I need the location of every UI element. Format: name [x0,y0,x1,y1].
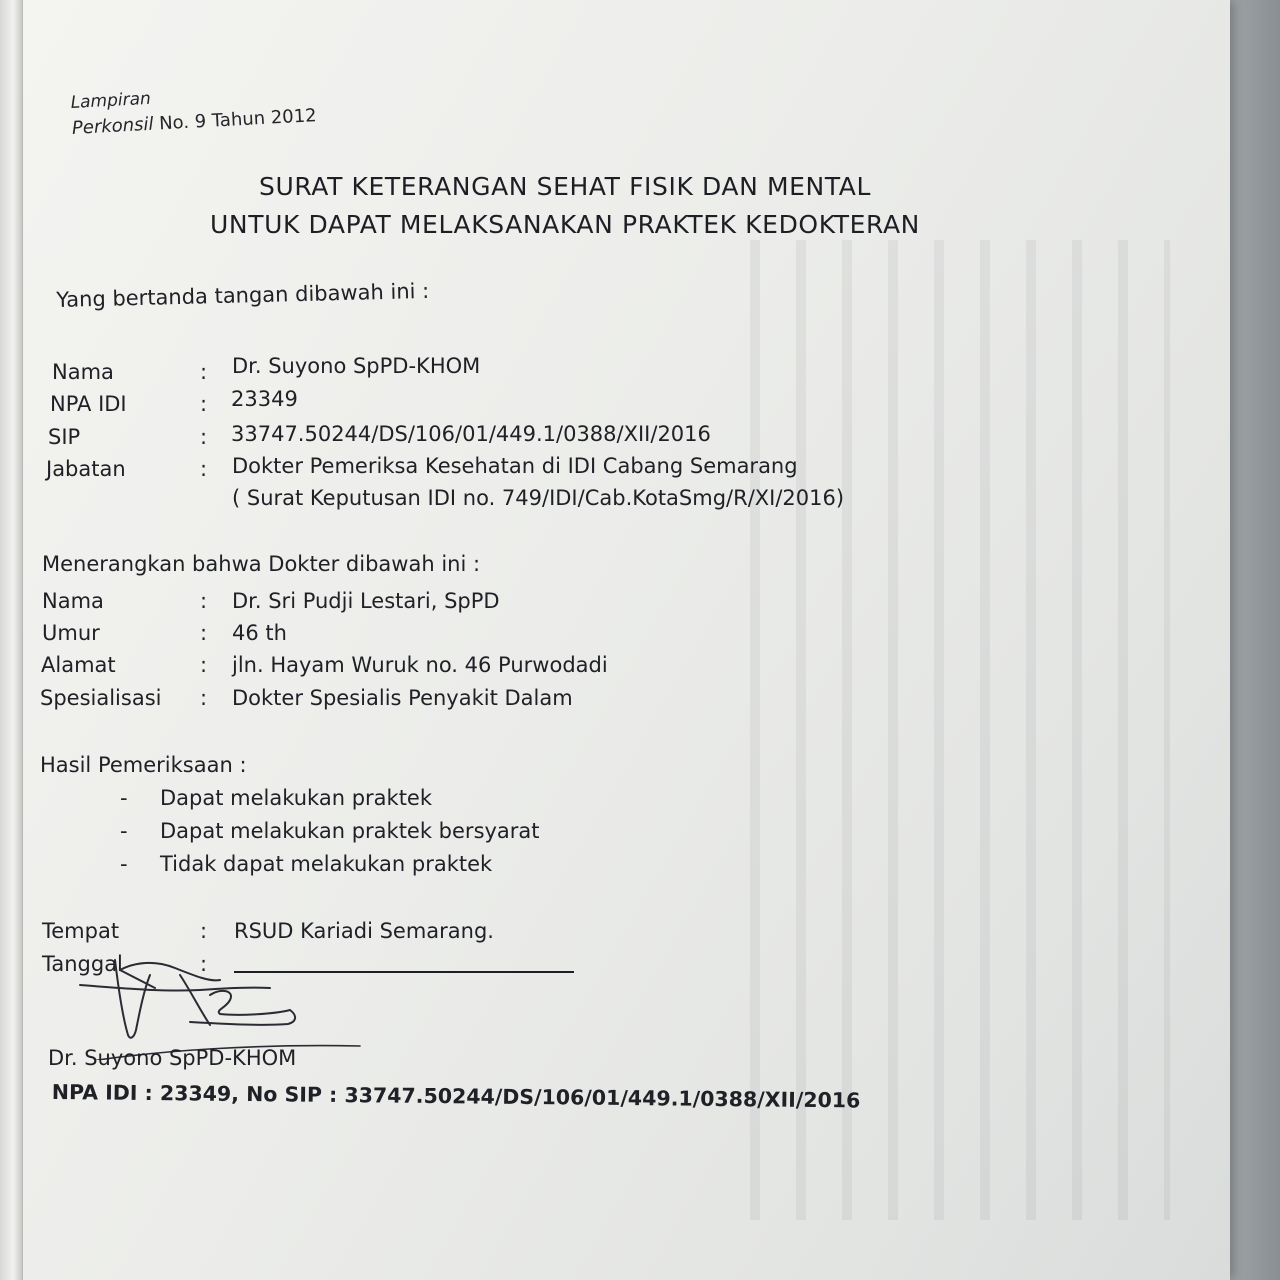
colon: : [200,686,208,710]
signer-label-npa: NPA IDI [50,392,127,416]
colon: : [200,457,208,481]
doctor-value-alamat: jln. Hayam Wuruk no. 46 Purwodadi [232,653,608,677]
attachment-note [70,77,317,142]
bullet-dash: - [120,786,128,810]
title-line-2: UNTUK DAPAT MELAKSANAKAN PRAKTEK KEDOKTERAN [210,210,920,239]
bullet-dash: - [120,819,128,843]
perkonsil-number: No. 9 Tahun 2012 [152,105,318,135]
intro-text: Yang bertanda tangan dibawah ini : [56,278,430,312]
hasil-label: Hasil Pemeriksaan : [40,753,247,777]
colon: : [200,952,208,976]
tempat-label: Tempat [42,919,120,943]
lampiran-label: Lampiran [70,88,152,113]
signer-value-sip: 33747.50244/DS/106/01/449.1/0388/XII/2016 [231,422,711,446]
title-line-1: SURAT KETERANGAN SEHAT FISIK DAN MENTAL [258,172,871,201]
colon: : [200,621,208,645]
hasil-option-text: Tidak dapat melakukan praktek [160,852,493,876]
doctor-value-umur: 46 th [232,621,287,645]
doctor-label-spesialisasi: Spesialisasi [40,686,162,710]
signer-label-sip: SIP [48,425,81,449]
signer-label-jabatan: Jabatan [46,457,126,481]
tempat-value: RSUD Kariadi Semarang. [234,919,494,943]
colon: : [200,653,208,677]
doctor-label-nama: Nama [42,589,104,613]
signer-value-npa: 23349 [231,387,298,411]
doctor-value-spesialisasi: Dokter Spesialis Penyakit Dalam [232,686,573,710]
colon: : [200,919,208,943]
document-title [140,168,990,244]
doctor-label-umur: Umur [42,621,100,645]
colon: : [200,392,208,416]
signer-value-jabatan: Dokter Pemeriksa Kesehatan di IDI Cabang Semarang [232,454,798,478]
jabatan-decree-note: ( Surat Keputusan IDI no. 749/IDI/Cab.KotaSmg/R/XI/2016) [232,486,845,510]
perkonsil-prefix: Perkonsil [71,113,155,139]
colon: : [200,425,208,449]
signer-label-nama: Nama [52,360,114,384]
colon: : [200,589,208,613]
signer-credentials: NPA IDI : 23349, No SIP : 33747.50244/DS/106/01/449.1/0388/XII/2016 [51,1080,861,1113]
handwritten-signature [60,940,380,1060]
doctor-label-alamat: Alamat [41,653,116,677]
doctor-value-nama: Dr. Sri Pudji Lestari, SpPD [232,589,500,613]
bullet-dash: - [120,852,128,876]
hasil-option-text: Dapat melakukan praktek [160,786,433,810]
signer-value-nama: Dr. Suyono SpPD-KHOM [232,354,481,378]
colon: : [200,360,208,384]
hasil-option-text: Dapat melakukan praktek bersyarat [160,819,540,843]
signer-name: Dr. Suyono SpPD-KHOM [48,1046,297,1070]
menerangkan-text: Menerangkan bahwa Dokter dibawah ini : [42,552,481,576]
tanggal-label: Tanggal [42,952,123,976]
